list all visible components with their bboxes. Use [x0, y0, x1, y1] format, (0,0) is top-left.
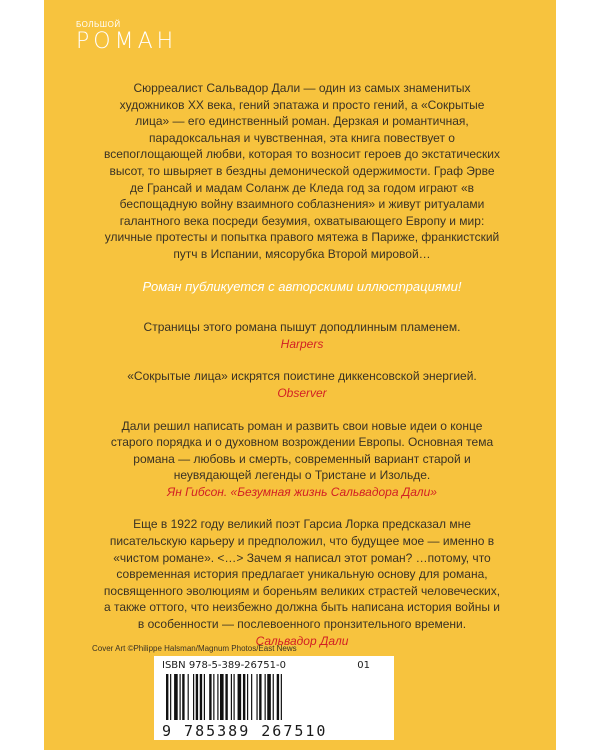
- series-logo: [76, 20, 177, 54]
- barcode-bar: [259, 674, 261, 720]
- barcode-bar: [267, 674, 271, 720]
- barcode-bar: [243, 674, 245, 720]
- quote-text: Страницы этого романа пышут доподлинным пламенем.: [143, 320, 461, 335]
- barcode-number: 9 785389 267510: [162, 722, 328, 740]
- barcode-bar: [209, 674, 211, 720]
- quote-4: [102, 516, 502, 649]
- barcode-bar: [251, 674, 252, 720]
- cover-text: [102, 80, 502, 665]
- barcode-bar: [200, 674, 202, 720]
- barcode-bar: [238, 674, 242, 720]
- quote-source: Ян Гибсон. «Безумная жизнь Сальвадора Дали»: [167, 484, 437, 499]
- barcode-bar: [213, 674, 214, 720]
- barcode-bar: [174, 674, 178, 720]
- barcode-addon: 01: [357, 660, 370, 671]
- barcode-bar: [204, 674, 205, 720]
- barcode-bar: [170, 674, 171, 720]
- isbn-text: ISBN 978-5-389-26751-0: [162, 660, 286, 671]
- barcode-bar: [247, 674, 248, 720]
- illustrations-note: Роман публикуется с авторскими иллюстрациями!: [142, 278, 462, 294]
- barcode-bar: [277, 674, 279, 720]
- quote-3: [102, 418, 502, 501]
- description: Сюрреалист Сальвадор Дали — один из самых знаменитых художников XX века, гений эпатажа и просто гений, а «Сокрытые лица» — его единственный роман. Дерзкая и романтичная, парадоксальная и чувственная, эта книга повествует о всепоглощающей любви, которая то возносит героев до экстатических высот, то швыряет в бездны демонической одержимости. Граф Эрве де Грансай и мадам Соланж де Кледа год за годом играют «в беспощадную войну взаимного соблазнения» и живут ритуалами галантного века посреди безумия, охватывающего Европу и мир: уличные протесты и попытка правого мятежа в Париже, франкистский путч в Испании, мясорубка Второй мировой…: [103, 81, 500, 261]
- quote-1: [102, 319, 502, 352]
- barcode-bar: [234, 674, 235, 720]
- cover-art-credit: Cover Art ©Philippe Halsman/Magnum Photos/East News: [92, 644, 297, 653]
- barcode-bar: [193, 674, 194, 720]
- barcode-bar: [265, 674, 266, 720]
- quote-source: Сальвадор Дали: [255, 633, 349, 648]
- barcode-bar: [188, 674, 189, 720]
- barcode-bar: [231, 674, 232, 720]
- quote-text: Еще в 1922 году великий поэт Гарсиа Лорка предсказал мне писательскую карьеру и предположил, что будущее мое — именно в «чистом романе». <…> Зачем я написал этот роман? …потому, что современная история предлагает уникальную основу для романа, посвященного эволюциям и бореньям великих страстей человеческих, а также оттого, что неизбежно должна быть написана история войны и в особенности — послевоенного пронзительного времени.: [103, 517, 501, 632]
- barcode-bar: [225, 674, 227, 720]
- barcode-bar: [166, 674, 168, 720]
- quote-source: Harpers: [280, 336, 324, 351]
- barcode-bar: [180, 674, 181, 720]
- barcode-image: [162, 674, 382, 722]
- barcode-bar: [182, 674, 184, 720]
- series-logo-top: БОЛЬШОЙ: [76, 20, 121, 29]
- series-logo-main: РОМАН: [76, 29, 178, 54]
- barcode-bar: [220, 674, 224, 720]
- barcode-bar: [281, 674, 282, 720]
- barcode-bar: [256, 674, 257, 720]
- barcode-bar: [217, 674, 218, 720]
- quote-text: «Сокрытые лица» искрятся поистине диккенсовской энергией.: [127, 369, 477, 384]
- quote-2: [102, 368, 502, 401]
- quote-source: Observer: [277, 385, 327, 400]
- barcode-bar: [196, 674, 198, 720]
- quote-text: Дали решил написать роман и развить свои новые идеи о конце старого порядка и о духовном возрождении Европы. Основная тема романа — любовь и смерть, современный вариант старой и неувядающей легенды о Тристане и Изольде.: [110, 418, 494, 483]
- book-back-cover: [44, 0, 556, 750]
- barcode-bar: [273, 674, 274, 720]
- barcode-block: [154, 656, 394, 740]
